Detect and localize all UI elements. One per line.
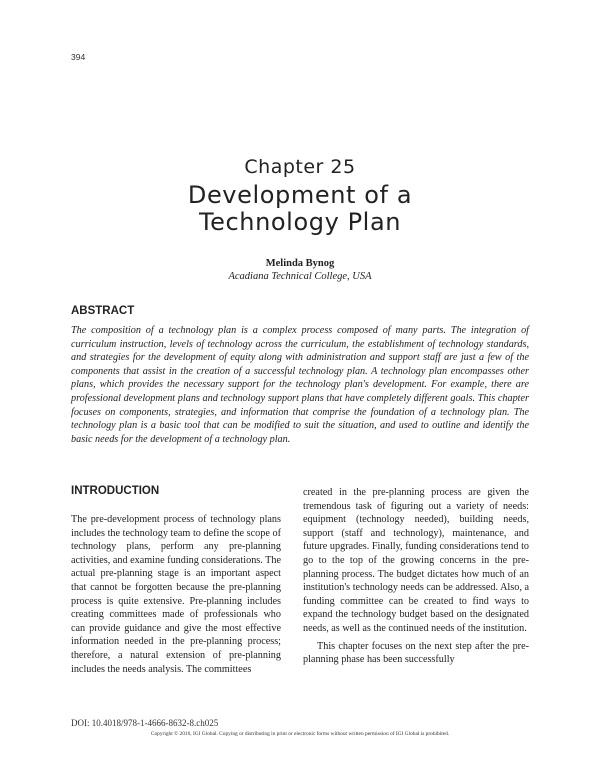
introduction-paragraph-2: This chapter focuses on the next step after the pre-planning phase has been successfully — [303, 640, 529, 666]
introduction-paragraph-continued: created in the pre-planning process are given the tremendous task of figuring out a variety of needs: equipment (technology needed), building needs, support (staff and technology), maintenance, and future upgrades. Finally, funding considerations tend to go to the top of the growing concerns in the pre-planning process. The budget dictates how much of an institution's technology needs can be addressed. Also, a funding committee can be created to find ways to expand the technology budget based on the designated needs, as well as the continued needs of the institution. — [303, 487, 529, 634]
abstract-heading: ABSTRACT — [71, 305, 135, 317]
chapter-title-line-2: Technology Plan — [198, 208, 402, 236]
introduction-left-column — [71, 513, 281, 676]
introduction-heading: INTRODUCTION — [71, 485, 160, 497]
author-affiliation: Acadiana Technical College, USA — [228, 271, 372, 282]
copyright-notice: Copyright © 2016, IGI Global. Copying or distributing in print or electronic forms without written permission of IGI Global is prohibited. — [150, 731, 450, 737]
author-name: Melinda Bynog — [265, 258, 335, 269]
chapter-label: Chapter 25 — [244, 156, 356, 178]
abstract-text: The composition of a technology plan is a complex process composed of many parts. The integration of curriculum instruction, levels of technology across the curriculum, the establishment of technology standards, and strategies for the development of equity along with administration and support staff are just a few of the components that assist in the creation of a successful technology plan. A technology plan encompasses other plans, which provides the necessary support for the technology plan's development. For example, there are professional development plans and technology support plans that have completely different goals. This chapter focuses on components, strategies, and information that comprise the foundation of a technology plan. The technology plan is a basic tool that can be modified to suit the situation, and used to outline and identify the basic needs for the development of a technology plan. — [71, 325, 529, 445]
chapter-title — [0, 182, 600, 236]
introduction-right-column — [303, 486, 529, 667]
page-number: 394 — [71, 52, 86, 62]
chapter-title-line-1: Development of a — [187, 181, 413, 209]
doi: DOI: 10.4018/978-1-4666-8632-8.ch025 — [71, 718, 219, 728]
introduction-paragraph-1: The pre-development process of technology plans includes the technology team to define the scope of technology plans, perform any pre-planning activities, and examine funding considerations. The actual pre-planning stage is an important aspect that cannot be forgotten because the pre-planning process is quite extensive. Pre-planning includes creating committees made of professionals who can provide guidance and give the most effective information needed in the pre-planning process; therefore, a natural extension of pre-planning includes the needs analysis. The committees — [71, 514, 282, 675]
